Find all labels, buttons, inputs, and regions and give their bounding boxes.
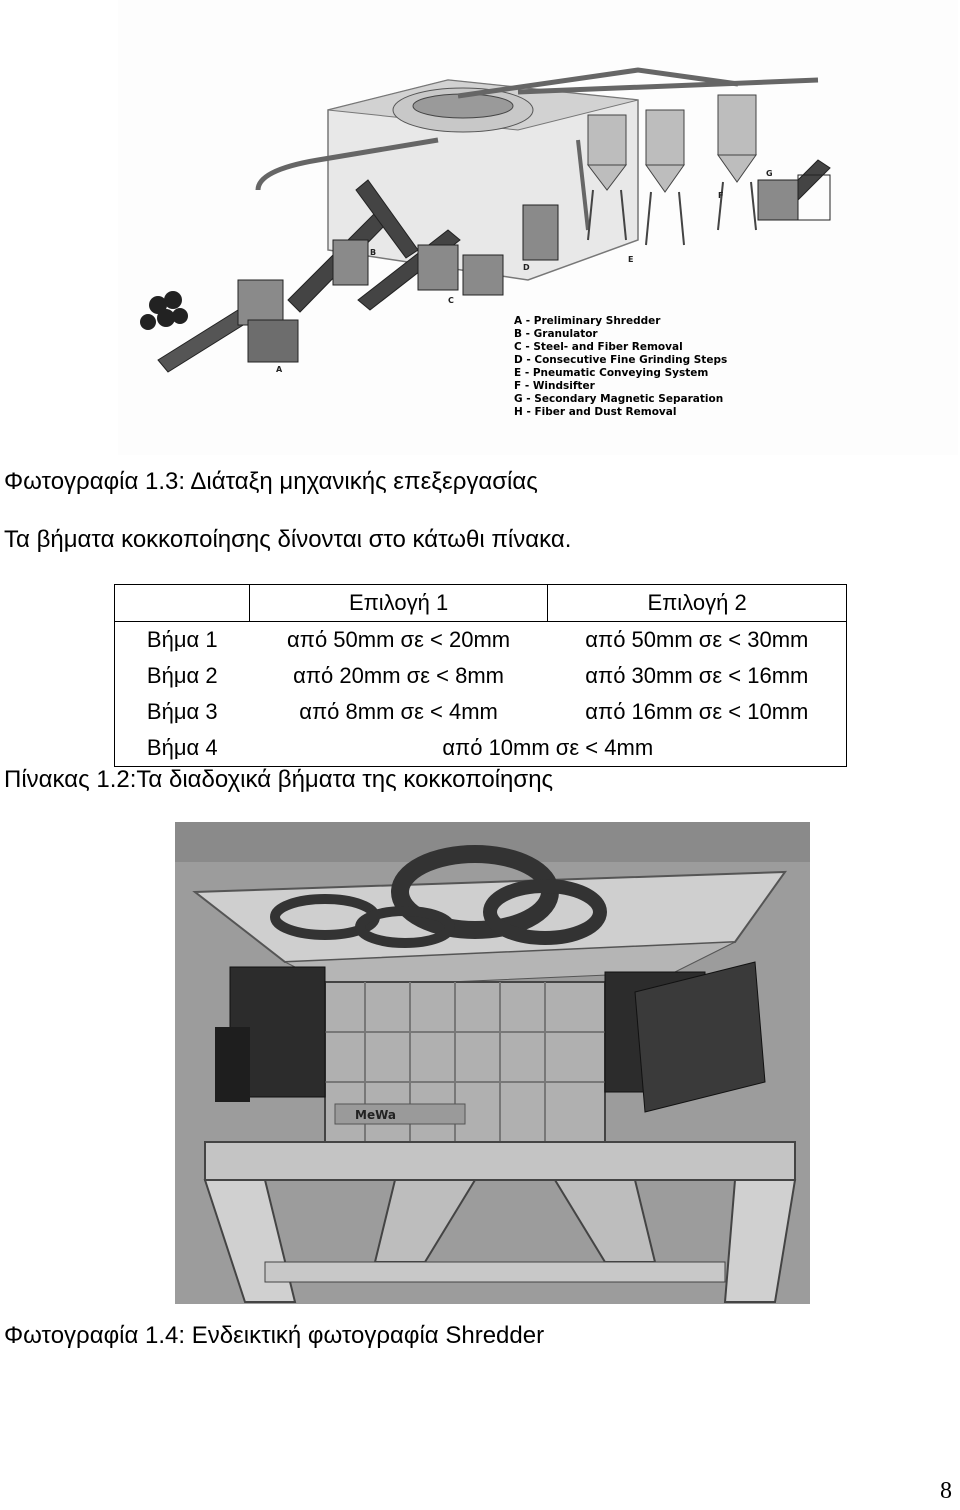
header-option-2: Επιλογή 2 (548, 585, 847, 622)
shredder-illustration (175, 822, 810, 1304)
legend-item: G - Secondary Magnetic Separation (514, 393, 724, 405)
table-row (115, 622, 847, 659)
table-caption: Πίνακας 1.2:Τα διαδοχικά βήματα της κοκκοποίησης (4, 766, 554, 793)
intro-paragraph: Τα βήματα κοκκοποίησης δίνονται στο κάτωθι πίνακα. (4, 526, 572, 553)
option-2-cell: από 50mm σε < 30mm (548, 622, 847, 659)
legend-item: D - Consecutive Fine Grinding Steps (514, 354, 728, 366)
step-cell: Βήμα 4 (115, 730, 250, 767)
table-row (115, 658, 847, 694)
table-header-row (115, 585, 847, 622)
header-blank-cell (115, 585, 250, 622)
marker-f: F (718, 191, 724, 200)
option-2-cell: από 30mm σε < 16mm (548, 658, 847, 694)
marker-e: E (628, 255, 634, 264)
machine-label: MeWa (355, 1108, 396, 1122)
legend-item: E - Pneumatic Conveying System (514, 367, 709, 379)
step-cell: Βήμα 2 (115, 658, 250, 694)
option-1-cell: από 20mm σε < 8mm (293, 663, 504, 688)
marker-d: D (523, 263, 530, 272)
shredder-photo (175, 822, 810, 1304)
page-number: 8 (940, 1478, 952, 1504)
step-cell: Βήμα 1 (115, 622, 250, 659)
plant-layout-figure (118, 0, 958, 455)
marker-a: A (276, 365, 283, 374)
marker-g: G (766, 169, 773, 178)
table-row (115, 694, 847, 730)
step-cell: Βήμα 3 (115, 694, 250, 730)
marker-b: B (370, 248, 377, 257)
legend-item: C - Steel- and Fiber Removal (514, 341, 683, 353)
legend-item: F - Windsifter (514, 380, 595, 392)
legend-item: A - Preliminary Shredder (514, 315, 661, 327)
option-1-cell: από 50mm σε < 20mm (287, 627, 511, 652)
option-2-cell: από 16mm σε < 10mm (548, 694, 847, 730)
merged-option-cell: από 10mm σε < 4mm (250, 730, 847, 767)
marker-c: C (448, 296, 454, 305)
granulation-steps-table (114, 584, 847, 767)
table-row (115, 730, 847, 767)
plant-layout-illustration (118, 0, 958, 455)
option-1-cell: από 8mm σε < 4mm (299, 699, 498, 724)
legend-item: B - Granulator (514, 328, 598, 340)
header-option-1: Επιλογή 1 (250, 585, 548, 622)
figure-2-caption: Φωτογραφία 1.4: Ενδεικτική φωτογραφία Shredder (4, 1322, 545, 1349)
figure-1-caption: Φωτογραφία 1.3: Διάταξη μηχανικής επεξεργασίας (4, 468, 538, 495)
legend-item: H - Fiber and Dust Removal (514, 406, 677, 418)
